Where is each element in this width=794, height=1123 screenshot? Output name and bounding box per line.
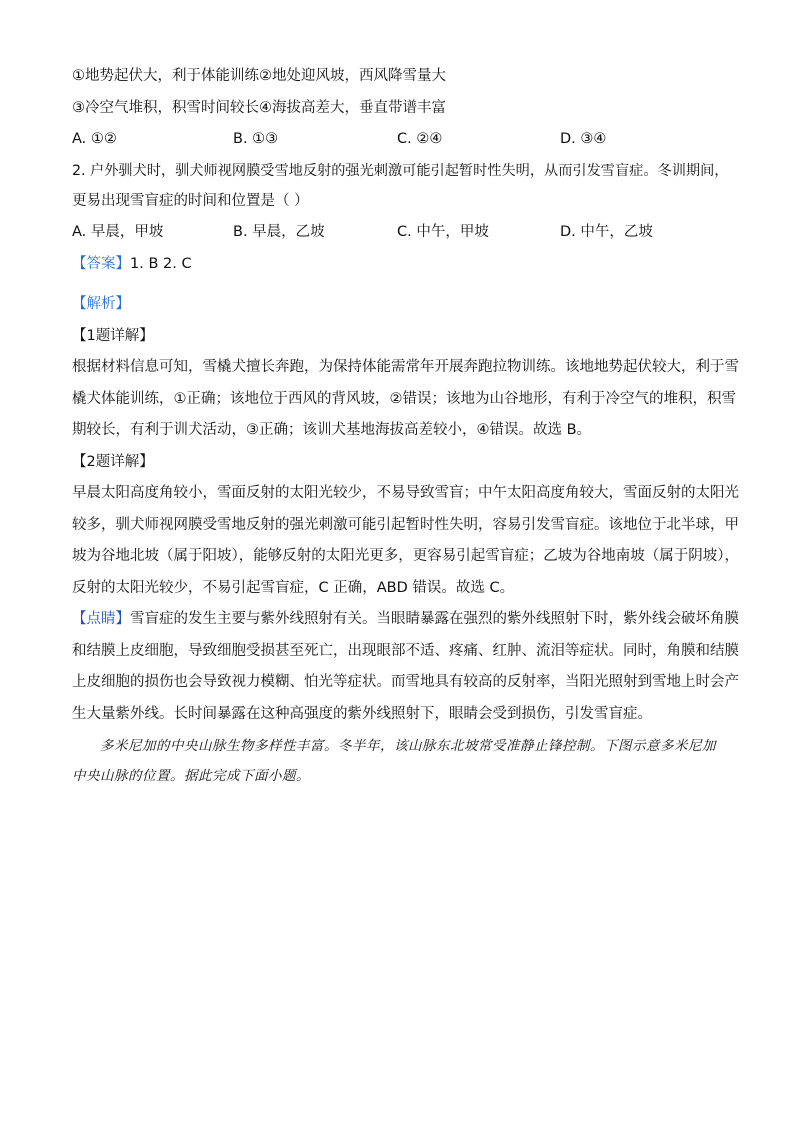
material-line-1: 多米尼加的中央山脉生物多样性丰富。冬半年，该山脉东北坡常受准静止锋控制。下图示意多米尼加 <box>100 738 716 754</box>
q2-stem-line-1: 2. 户外驯犬时，驯犬师视网膜受雪地反射的强光刺激可能引起暂时性失明，从而引发雪盲症。冬训期间， <box>72 163 729 179</box>
tip-line-3: 上皮细胞的损伤也会导致视力模糊、怕光等症状。而雪地具有较高的反射率，当阳光照射到雪地上时会产 <box>72 674 739 690</box>
q2-stem-line-2: 更易出现雪盲症的时间和位置是（ ） <box>72 193 309 209</box>
q1-detail-line-1: 根据材料信息可知，雪橇犬擅长奔跑，为保持体能需常年开展奔跑拉物训练。该地地势起伏较大，利于雪 <box>72 359 739 375</box>
analysis-label: 【解析】 <box>72 296 130 312</box>
tip-line-2: 和结膜上皮细胞，导致细胞受损甚至死亡，出现眼部不适、疼痛、红肿、流泪等症状。同时，角膜和结膜 <box>72 643 739 659</box>
answer-label: 【答案】 <box>72 256 130 272</box>
tip-line-4: 生大量紫外线。长时间暴露在这种高强度的紫外线照射下，眼睛会受到损伤，引发雪盲症。 <box>72 706 652 722</box>
q1-detail-line-2: 橇犬体能训练，①正确；该地位于西风的背风坡，②错误；该地为山谷地形，有利于冷空气的堆积，积雪 <box>72 391 736 407</box>
material-line-2: 中央山脉的位置。据此完成下面小题。 <box>72 768 310 784</box>
q1-option-a: A. ①② <box>72 131 117 147</box>
q1-detail-heading: 【1题详解】 <box>72 328 154 344</box>
q1-option-b: B. ①③ <box>233 131 279 147</box>
q1-option-d: D. ③④ <box>560 131 607 147</box>
answer-text: 1. B 2. C <box>130 256 192 272</box>
q1-choice-line-1: ①地势起伏大，利于体能训练②地处迎风坡，西风降雪量大 <box>72 68 446 84</box>
q2-detail-line-4: 反射的太阳光较少，不易引起雪盲症，C 正确，ABD 错误。故选 C。 <box>72 580 515 596</box>
q2-detail-line-3: 坡为谷地北坡（属于阳坡），能够反射的太阳光更多，更容易引起雪盲症；乙坡为谷地南坡（属于阴坡）， <box>72 548 739 564</box>
q2-option-b: B. 早晨，乙坡 <box>233 224 325 240</box>
tip-label: 【点睛】 <box>72 611 130 627</box>
answer-line <box>72 254 192 274</box>
q2-detail-heading: 【2题详解】 <box>72 454 154 470</box>
q1-choice-line-2: ③冷空气堆积，积雪时间较长④海拔高差大，垂直带谱丰富 <box>72 100 446 116</box>
q2-option-a: A. 早晨，甲坡 <box>72 224 164 240</box>
tip-text-1: 雪盲症的发生主要与紫外线照射有关。当眼睛暴露在强烈的紫外线照射下时，紫外线会破坏角膜 <box>130 611 739 627</box>
q2-option-d: D. 中午，乙坡 <box>560 224 653 240</box>
q2-option-c: C. 中午，甲坡 <box>397 224 489 240</box>
q2-detail-line-2: 较多，驯犬师视网膜受雪地反射的强光刺激可能引起暂时性失明，容易引发雪盲症。该地位于北半球，甲 <box>72 517 739 533</box>
tip-line-1 <box>72 609 739 629</box>
q1-option-c: C. ②④ <box>397 131 443 147</box>
q1-detail-line-3: 期较长，有利于训犬活动，③正确；该训犬基地海拔高差较小，④错误。故选 B。 <box>72 422 592 438</box>
q2-detail-line-1: 早晨太阳高度角较小，雪面反射的太阳光较少，不易导致雪盲；中午太阳高度角较大，雪面反射的太阳光 <box>72 485 739 501</box>
